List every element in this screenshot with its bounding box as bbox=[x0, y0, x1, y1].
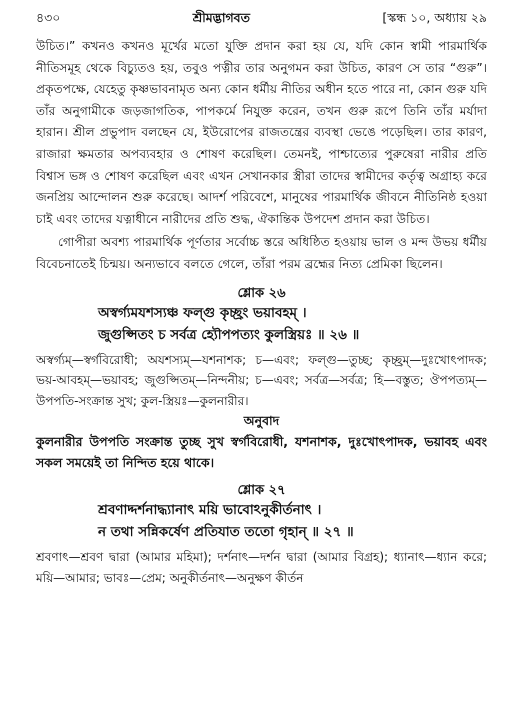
verse-26-title: শ্লোক ২৬ bbox=[237, 285, 286, 301]
purport-paragraph-1: উচিত।” কখনও কখনও মূর্খের মতো যুক্তি প্রদান করা হয় যে, যদি কোন স্বামী পারমার্থিক নীতিসমূহ থেকে বিচ্যুতও হয়, তবুও পত্নীর তার অনুগমন করা উচিত, কারণ সে তার “গুরু”। প্রকৃতপক্ষে, যেহেতু কৃষ্ণভাবনামৃত অন্য কোন ধর্মীয় নীতির অধীন হতে পারে না, কোন গুরু যদি তাঁর অনুগামীকে জড়জাগতিক, পাপকর্মে নিযুক্ত করেন, তখন গুরু রূপে তিনি তাঁর মর্যাদা হারান। শ্রীল প্রভুপাদ বলছেন যে, ইউরোপের রাজতন্ত্রের ব্যবস্থা ভেঙে পড়েছিল। তার কারণ, রাজারা ক্ষমতার অপব্যবহার ও শোষণ করেছিল। তেমনই, পাশ্চাত্যের পুরুষেরা নারীর প্রতি বিশ্বাস ভঙ্গ ও শোষণ করেছিল এবং এখন সেখানকার স্ত্রীরা তাদের স্বামীদের কর্তৃত্ব অগ্রাহ্য করে জনপ্রিয় আন্দোলন শুরু করেছে। আদর্শ পরিবেশে, মানুষের পারমার্থিক জীবনে নীতিনিষ্ঠ হওয়া চাই এবং তাদের যত্নাধীনে নারীদের প্রতি শুদ্ধ, ঐকান্তিক উপদেশ প্রদান করা উচিত। bbox=[36, 39, 487, 226]
verse-26-translation: কুলনারীর উপপতি সংক্রান্ত তুচ্ছ সুখ স্বর্গবিরোধী, যশনাশক, দুঃখোৎপাদক, ভয়াবহ এবং সকল সময়েই তা নিন্দিত হয়ে থাকে। bbox=[36, 434, 487, 471]
purport-paragraph-2: গোপীরা অবশ্য পারমার্থিক পূর্ণতার সর্বোচ্চ স্তরে অধিষ্ঠিত হওয়ায় ভাল ও মন্দ উভয় ধর্মীয় বিবেচনাতেই চিন্ময়। অন্যভাবে বলতে গেলে, তাঁরা পরম ব্রহ্মের নিত্য প্রেমিকা ছিলেন। bbox=[36, 235, 487, 271]
book-title: শ্রীমদ্ভাগবত bbox=[192, 10, 251, 25]
verse-27-line-2: ন তথা সন্নিকর্ষেণ প্রতিযাত ততো গৃহান্ ॥ ২৭ ॥ bbox=[98, 524, 354, 541]
chapter-reference: [স্কন্ধ ১০, অধ্যায় ২৯ bbox=[382, 10, 487, 25]
verse-27-synonyms: শ্রবণাৎ—শ্রবণ দ্বারা (আমার মহিমা); দর্শনাৎ—দর্শন দ্বারা (আমার বিগ্রহ); ধ্যানাৎ—ধ্যান করে; ময়ি—আমার; ভাবঃ—প্রেম; অনুকীর্তনাৎ—অনুক্ষণ কীর্তন bbox=[36, 550, 487, 585]
verse-27-line-1: শ্রবণাদ্দর্শনাদ্ধ্যানাৎ ময়ি ভাবোঽনুকীর্তনাৎ । bbox=[98, 502, 322, 519]
verse-26-line-2: জুগুপ্সিতং চ সর্বত্র হ্যৌপপত্যং কুলস্ত্রিয়ঃ ॥ ২৬ ॥ bbox=[98, 326, 360, 343]
page-header bbox=[36, 10, 487, 32]
verse-26-line-1: অস্বর্গ্যমযশস্যঞ্চ ফল্গু কৃচ্ছ্রং ভয়াবহম্ । bbox=[98, 304, 307, 321]
page-number: ৪৩০ bbox=[36, 10, 61, 25]
verse-27-title: শ্লোক ২৭ bbox=[237, 483, 286, 499]
verse-26-synonyms: অস্বর্গ্যম্—স্বর্গবিরোধী; অযশস্যম্—যশনাশক; চ—এবং; ফল্গু—তুচ্ছ; কৃচ্ছ্রম্—দুঃখোৎপাদক; ভয়-আবহম্—ভয়াবহ; জুগুপ্সিতম্—নিন্দনীয়; চ—এবং; সর্বত্র—সর্বত্র; হি—বস্তুত; ঔপপত্যম্—উপপতি-সংক্রান্ত সুখ; কুল-স্ত্রিয়ঃ—কুলনারীর। bbox=[36, 352, 487, 408]
verse-26-translation-title: অনুবাদ bbox=[243, 413, 280, 429]
